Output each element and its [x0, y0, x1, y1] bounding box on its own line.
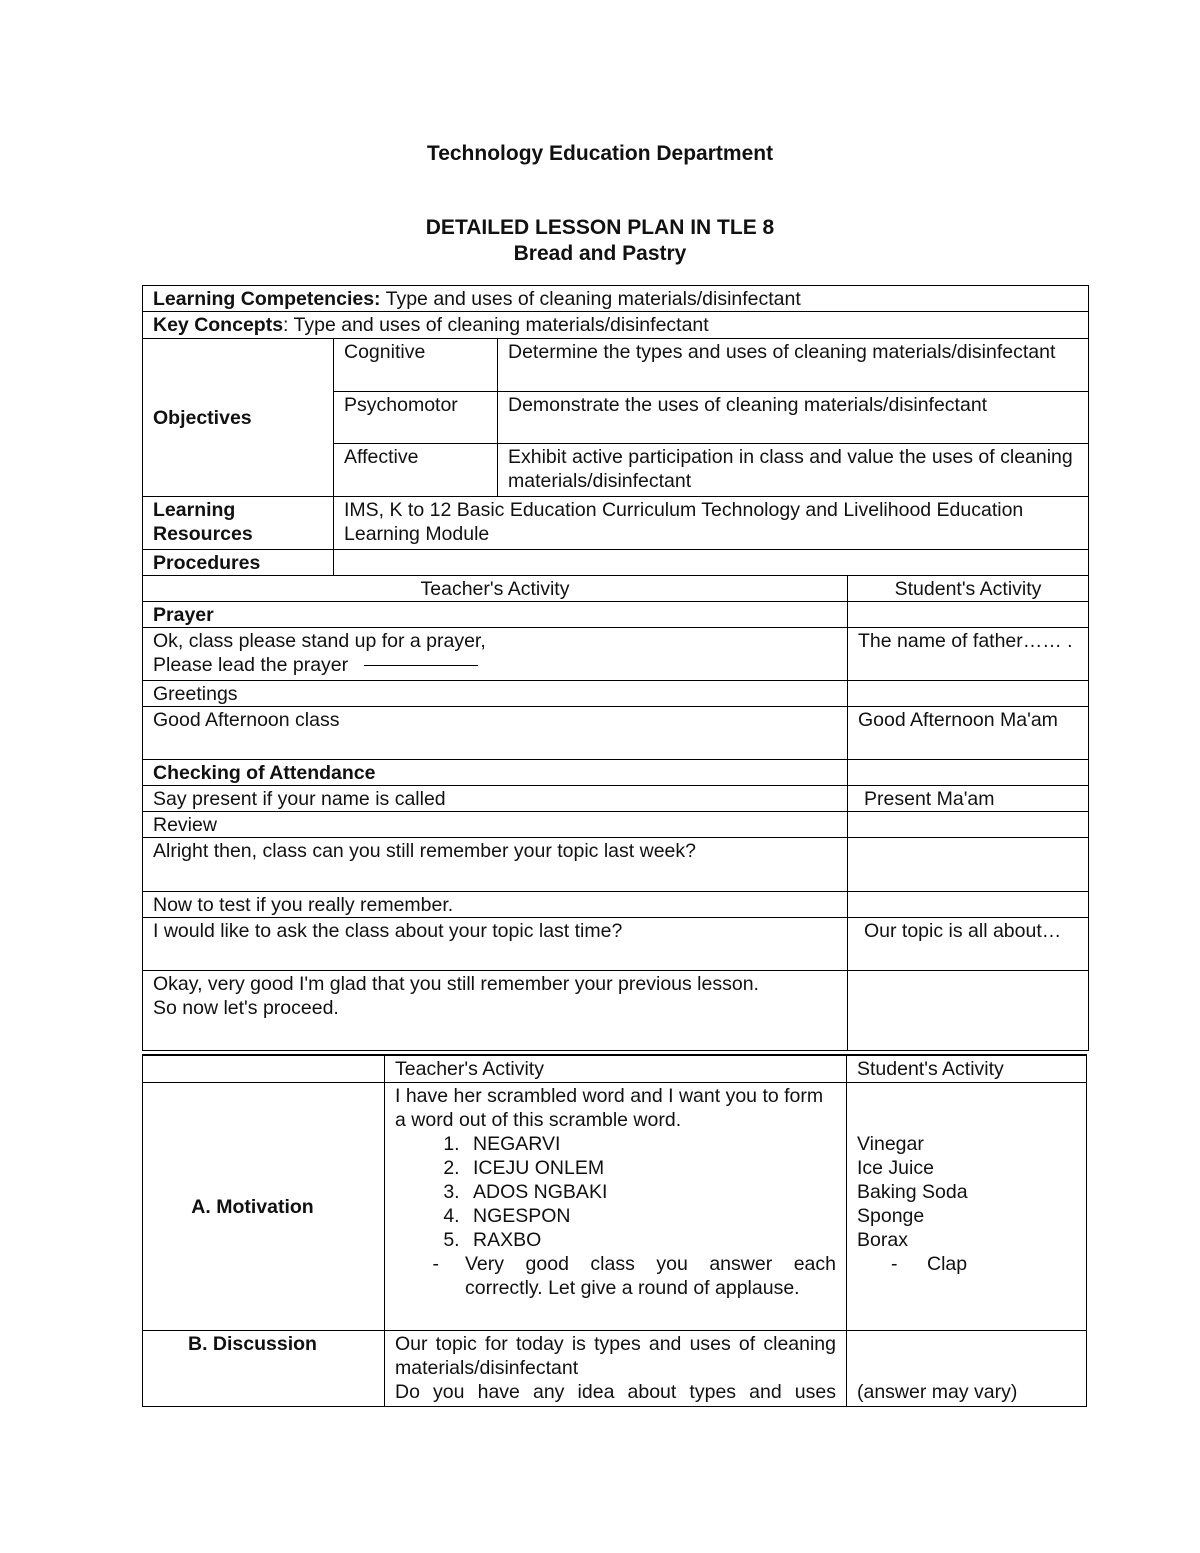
student-activity-header: Student's Activity — [848, 576, 1089, 602]
department-heading: Technology Education Department — [426, 142, 774, 165]
greetings-teacher: Good Afternoon class — [143, 707, 848, 760]
teacher-activity-header: Teacher's Activity — [385, 1055, 847, 1082]
prayer-label-cell — [143, 602, 848, 628]
empty-cell — [143, 1055, 385, 1082]
greetings-label-row — [143, 681, 1089, 707]
empty-cell — [848, 812, 1089, 838]
review-row — [143, 918, 1089, 971]
key-concepts-value: : Type and uses of cleaning materials/disinfectant — [283, 314, 709, 336]
motivation-student-cell — [847, 1082, 1087, 1330]
empty-cell — [848, 681, 1089, 707]
scrambled-word: 3. ADOS NGBAKI — [465, 1180, 836, 1204]
motivation-intro: I have her scrambled word and I want you to form a word out of this scramble word. — [395, 1084, 824, 1131]
discussion-text: Our topic for today is types and uses of cleaning materials/disinfectant — [395, 1332, 836, 1379]
activity-header-row — [143, 576, 1089, 602]
prayer-row — [143, 628, 1089, 681]
prayer-student: The name of father…… . — [848, 628, 1089, 681]
prayer-label-row — [143, 602, 1089, 628]
prayer-teacher-line1: Ok, class please stand up for a prayer, — [153, 630, 486, 652]
motivation-dash-item — [395, 1252, 836, 1300]
scrambled-word: 5. RAXBO — [465, 1228, 836, 1252]
answer-item: Baking Soda — [857, 1180, 968, 1203]
resources-label: Learning Resources — [153, 499, 253, 545]
prayer-teacher-line2: Please lead the prayer — [153, 654, 349, 676]
lesson-plan-title: DETAILED LESSON PLAN IN TLE 8 — [425, 216, 775, 239]
review-row — [143, 892, 1089, 918]
discussion-student: (answer may vary) — [857, 1380, 1018, 1403]
prayer-label: Prayer — [153, 604, 214, 626]
objective-text: Determine the types and uses of cleaning materials/disinfectant — [498, 339, 1089, 392]
lesson-plan-table — [142, 285, 1089, 1051]
student-dash-text: Clap — [927, 1252, 968, 1275]
review-row — [143, 838, 1089, 892]
procedures-label-cell — [143, 550, 334, 576]
discussion-student-cell — [847, 1330, 1087, 1406]
objective-domain: Psychomotor — [334, 392, 498, 444]
attendance-row — [143, 786, 1089, 812]
discussion-teacher-cell — [385, 1330, 847, 1406]
empty-cell — [848, 892, 1089, 918]
discussion-label-cell — [143, 1330, 385, 1406]
student-dash-item — [857, 1252, 1076, 1276]
motivation-row — [143, 1082, 1087, 1330]
competencies-label: Learning Competencies: — [153, 288, 381, 310]
review-row — [143, 971, 1089, 1051]
answer-item: Borax — [857, 1228, 908, 1251]
motivation-teacher-cell — [385, 1082, 847, 1330]
teacher-activity-header: Teacher's Activity — [143, 576, 848, 602]
objective-domain: Cognitive — [334, 339, 498, 392]
objectives-label: Objectives — [153, 407, 252, 429]
activities-header-row — [143, 1055, 1087, 1082]
scrambled-word-list — [395, 1132, 836, 1252]
motivation-dash-text: Very good class you answer each correctly. Let give a round of applause. — [465, 1252, 836, 1299]
objective-domain: Affective — [334, 444, 498, 497]
greetings-label: Greetings — [143, 681, 848, 707]
empty-cell — [848, 838, 1089, 892]
review-label: Review — [143, 812, 848, 838]
discussion-label: B. Discussion — [188, 1332, 317, 1355]
procedures-label: Procedures — [153, 552, 261, 574]
key-concepts-label: Key Concepts — [153, 314, 284, 336]
attendance-label-row — [143, 760, 1089, 786]
objective-row — [143, 339, 1089, 392]
procedures-empty-cell — [334, 550, 1089, 576]
empty-cell — [848, 760, 1089, 786]
answer-item: Vinegar — [857, 1132, 924, 1155]
prayer-teacher-cell — [143, 628, 848, 681]
objectives-label-cell — [143, 339, 334, 497]
objective-text: Demonstrate the uses of cleaning materials/disinfectant — [498, 392, 1089, 444]
scrambled-word: 1. NEGARVI — [465, 1132, 836, 1156]
attendance-student: Present Ma'am — [848, 786, 1089, 812]
answer-item: Ice Juice — [857, 1156, 934, 1179]
greetings-student: Good Afternoon Ma'am — [848, 707, 1089, 760]
key-concepts-cell — [143, 312, 1089, 339]
review-teacher: Okay, very good I'm glad that you still remember your previous lesson. So now let's proceed. — [143, 971, 848, 1051]
review-teacher: Alright then, class can you still remember your topic last week? — [143, 838, 848, 892]
greetings-row — [143, 707, 1089, 760]
motivation-label: A. Motivation — [191, 1195, 314, 1218]
review-teacher: Now to test if you really remember. — [143, 892, 848, 918]
student-activity-header: Student's Activity — [847, 1055, 1087, 1082]
prayer-teacher-line2-wrap — [153, 653, 837, 677]
motivation-label-cell — [143, 1082, 385, 1330]
empty-cell — [848, 971, 1089, 1051]
attendance-label-cell — [143, 760, 848, 786]
resources-value: IMS, K to 12 Basic Education Curriculum Technology and Livelihood Education Learning Module — [334, 497, 1089, 550]
spacer — [857, 1332, 1076, 1380]
answer-item: Sponge — [857, 1204, 925, 1227]
discussion-row — [143, 1330, 1087, 1406]
discussion-text: Do you have any idea about types and uses — [395, 1380, 836, 1403]
competencies-cell — [143, 286, 1089, 312]
resources-label-cell — [143, 497, 334, 550]
procedures-row — [143, 550, 1089, 576]
scrambled-word: 2. ICEJU ONLEM — [465, 1156, 836, 1180]
attendance-label: Checking of Attendance — [153, 762, 376, 784]
objective-text: Exhibit active participation in class and value the uses of cleaning materials/disinfectant — [498, 444, 1089, 497]
resources-row — [143, 497, 1089, 550]
dash-marker: - — [891, 1252, 898, 1275]
lesson-plan-subject: Bread and Pastry — [513, 242, 687, 265]
review-label-row — [143, 812, 1089, 838]
empty-cell — [848, 602, 1089, 628]
competencies-row — [143, 286, 1089, 312]
key-concepts-row — [143, 312, 1089, 339]
dash-marker: - — [432, 1252, 439, 1275]
review-teacher: I would like to ask the class about your topic last time? — [143, 918, 848, 971]
competencies-value: Type and uses of cleaning materials/disinfectant — [385, 288, 801, 310]
blank-underline — [364, 665, 478, 666]
spacer — [857, 1084, 1076, 1132]
activities-table — [142, 1054, 1087, 1407]
review-student: Our topic is all about… — [848, 918, 1089, 971]
scrambled-word: 4. NGESPON — [465, 1204, 836, 1228]
attendance-teacher: Say present if your name is called — [143, 786, 848, 812]
